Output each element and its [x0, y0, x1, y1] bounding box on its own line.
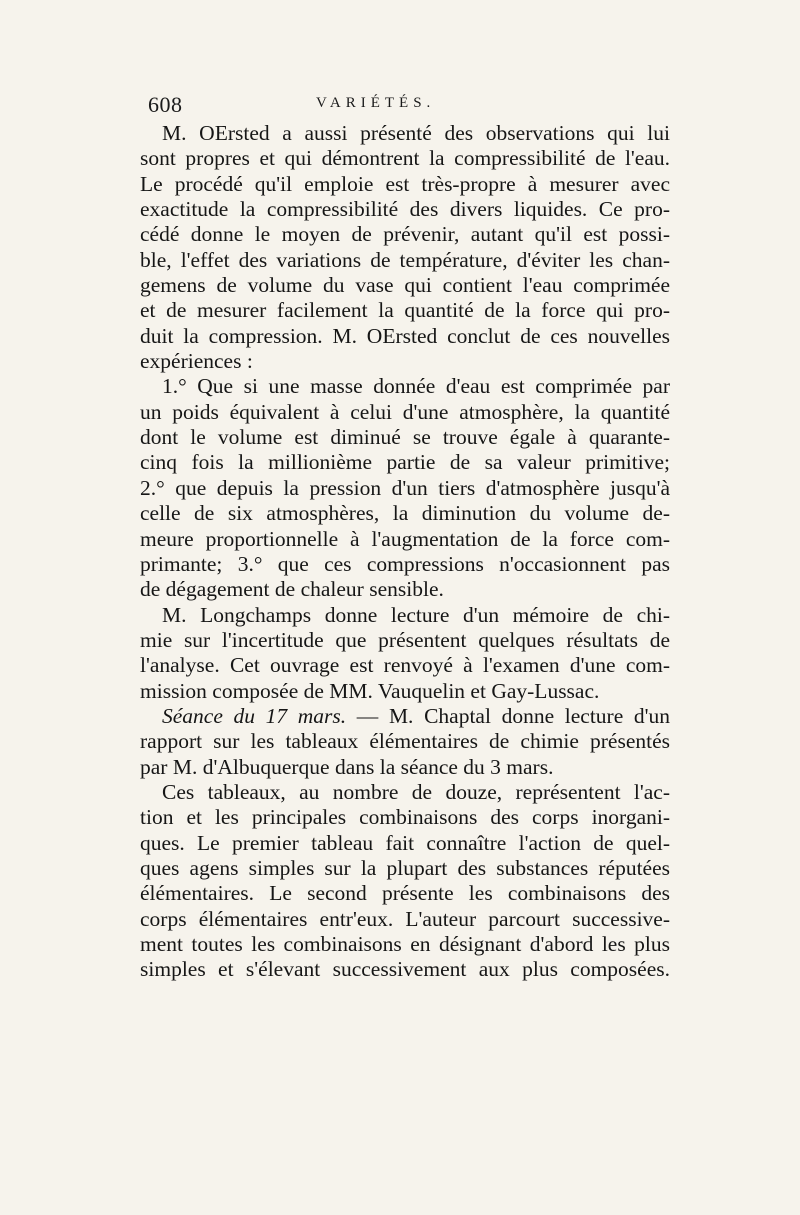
- text-line: élémentaires. Le second présente les combinaisons des: [140, 881, 670, 906]
- text-line: l'analyse. Cet ouvrage est renvoyé à l'examen d'une com-: [140, 653, 670, 678]
- text-line: ques agens simples sur la plupart des substances réputées: [140, 855, 670, 880]
- text-line: ques. Le premier tableau fait connaître l'action de quel-: [140, 830, 670, 855]
- text-line: dont le volume est diminué se trouve égale à quarante-: [140, 425, 670, 450]
- text-line: de dégagement de chaleur sensible.: [140, 577, 444, 602]
- text-line: sont propres et qui démontrent la compressibilité de l'eau.: [140, 146, 670, 171]
- text-line: un poids équivalent à celui d'une atmosphère, la quantité: [140, 399, 670, 424]
- text-line: cédé donne le moyen de prévenir, autant qu'il est possi-: [140, 222, 670, 247]
- text-line: ble, l'effet des variations de température, d'éviter les chan-: [140, 247, 670, 272]
- text-line: M. Longchamps donne lecture d'un mémoire de chi-: [162, 602, 670, 627]
- text-line: ment toutes les combinaisons en désignant d'abord les plus: [140, 932, 670, 956]
- text-line: mie sur l'incertitude que présentent quelques résultats de: [140, 627, 670, 652]
- text-line: celle de six atmosphères, la diminution du volume de-: [140, 501, 670, 526]
- text-line: primante; 3.° que ces compressions n'occasionnent pas: [140, 551, 670, 576]
- text-line: meure proportionnelle à l'augmentation de la force com-: [140, 526, 670, 551]
- session-date-italic: Séance du 17 mars.: [162, 703, 347, 728]
- text-line: gemens de volume du vase qui contient l'eau comprimée: [140, 273, 670, 298]
- page-number: 608: [148, 92, 183, 117]
- text-line: rapport sur les tableaux élémentaires de chimie présentés: [140, 729, 670, 754]
- text-line: simples et s'élevant successivement aux plus composées.: [140, 957, 670, 982]
- text-line: mission composée de MM. Vauquelin et Gay-Lussac.: [140, 678, 600, 703]
- text-line: M. OErsted a aussi présenté des observations qui lui: [162, 121, 670, 145]
- text-line: expériences :: [140, 349, 253, 374]
- page-header: [148, 92, 668, 118]
- text-line: tion et les principales combinaisons des corps inorgani-: [140, 805, 670, 830]
- body-text: [140, 121, 670, 983]
- text-line: duit la compression. M. OErsted conclut de ces nouvelles: [140, 323, 670, 348]
- text-line: et de mesurer facilement la quantité de la force qui pro-: [140, 298, 670, 323]
- running-head: VARIÉTÉS.: [316, 95, 436, 111]
- text-line: Séance du 17 mars. — M. Chaptal donne lecture d'un: [162, 703, 671, 728]
- text-line: 1.° Que si une masse donnée d'eau est comprimée par: [162, 374, 670, 399]
- text-line: Ces tableaux, au nombre de douze, représentent l'ac-: [162, 779, 670, 804]
- text-line: Le procédé qu'il emploie est très-propre à mesurer avec: [140, 171, 670, 196]
- text-line: cinq fois la millionième partie de sa valeur primitive;: [140, 450, 670, 475]
- text-line: 2.° que depuis la pression d'un tiers d'atmosphère jusqu'à: [140, 475, 670, 500]
- text-line: corps élémentaires entr'eux. L'auteur parcourt successive-: [140, 906, 670, 931]
- text-line: exactitude la compressibilité des divers liquides. Ce pro-: [140, 197, 670, 222]
- text-line: par M. d'Albuquerque dans la séance du 3 mars.: [140, 754, 554, 779]
